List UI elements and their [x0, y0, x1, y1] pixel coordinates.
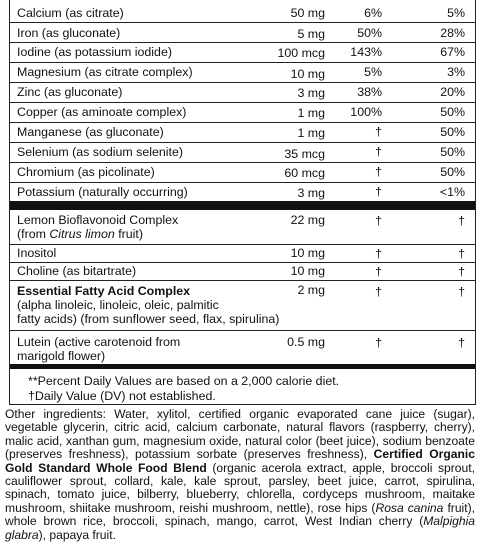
nutrient-amount: 50 mg — [290, 6, 325, 20]
nutrient-amount: 3 mg — [297, 186, 325, 200]
nutrient-amount: 2 mg — [297, 283, 325, 297]
nutrient-dv-2: 3% — [447, 65, 465, 79]
nutrient-source: (from Citrus limon fruit) — [17, 227, 144, 241]
nutrient-dv-2: 50% — [440, 145, 465, 159]
nutrient-row — [10, 143, 475, 163]
nutrient-amount: 10 mg — [290, 264, 325, 278]
nutrient-row — [10, 245, 475, 263]
nutrient-row — [10, 281, 475, 331]
nutrient-name: Zinc (as gluconate) — [17, 85, 123, 99]
nutrient-dv-2: † — [458, 247, 465, 261]
nutrient-dv-2: 50% — [440, 125, 465, 139]
whole-food-blend-heading: Certified Organic Gold Standard Whole Food Blend — [5, 447, 475, 475]
nutrient-dv-1: † — [375, 336, 382, 350]
nutrient-dv-2: 5% — [447, 6, 465, 20]
nutrient-row — [10, 210, 475, 245]
nutrient-dv-2: † — [458, 214, 465, 228]
nutrient-name: Inositol — [17, 246, 57, 260]
nutrient-row — [10, 23, 475, 43]
footnote-percent: **Percent Daily Values are based on a 2,000 calorie diet. — [28, 374, 340, 388]
nutrient-amount: 22 mg — [290, 213, 325, 227]
nutrient-dv-1: 50% — [357, 26, 382, 40]
nutrient-name: Iodine (as potassium iodide) — [17, 45, 172, 59]
nutrient-amount: 100 mcg — [277, 46, 325, 60]
nutrient-name: Essential Fatty Acid Complex — [17, 284, 191, 298]
nutrient-dv-1: † — [375, 185, 382, 199]
supplement-facts-panel — [9, 0, 476, 405]
footnote-dagger: †Daily Value (DV) not established. — [28, 389, 216, 403]
nutrient-row — [10, 331, 475, 364]
nutrient-detail: (alpha linoleic, linoleic, oleic, palmitic — [17, 298, 219, 312]
nutrient-row — [10, 183, 475, 201]
nutrient-dv-1: 6% — [364, 6, 382, 20]
thick-divider — [10, 364, 475, 369]
nutrient-amount: 35 mcg — [284, 147, 325, 161]
nutrient-dv-2: 67% — [440, 45, 465, 59]
nutrient-amount: 1 mg — [297, 106, 325, 120]
nutrient-source: marigold flower) — [17, 349, 106, 363]
nutrient-dv-2: 20% — [440, 85, 465, 99]
nutrient-amount: 3 mg — [297, 86, 325, 100]
nutrient-dv-1: † — [375, 214, 382, 228]
nutrient-row — [10, 3, 475, 23]
nutrient-detail: fatty acids) (from sunflower seed, flax, spirulina) — [17, 312, 280, 326]
nutrient-amount: 10 mg — [290, 246, 325, 260]
nutrient-name: Copper (as aminoate complex) — [17, 105, 187, 119]
nutrient-dv-1: † — [375, 265, 382, 279]
nutrient-dv-1: † — [375, 285, 382, 299]
nutrient-name: Iron (as gluconate) — [17, 26, 121, 40]
nutrient-amount: 5 mg — [297, 27, 325, 41]
nutrient-name: Potassium (naturally occurring) — [17, 185, 188, 199]
nutrient-name: Magnesium (as citrate complex) — [17, 65, 193, 79]
nutrient-row — [10, 63, 475, 83]
nutrient-dv-1: 143% — [350, 45, 382, 59]
nutrient-amount: 60 mcg — [284, 166, 325, 180]
nutrient-name: Calcium (as citrate) — [17, 6, 124, 20]
nutrient-name: Chromium (as picolinate) — [17, 165, 155, 179]
nutrient-dv-2: † — [458, 285, 465, 299]
nutrient-amount: 10 mg — [290, 67, 325, 81]
nutrient-amount: 0.5 mg — [287, 335, 325, 349]
nutrient-dv-1: 5% — [364, 65, 382, 79]
nutrient-row — [10, 163, 475, 183]
nutrient-name: Choline (as bitartrate) — [17, 264, 137, 278]
nutrient-dv-2: † — [458, 336, 465, 350]
other-ingredients: Other ingredients: Water, xylitol, certified organic evaporated cane juice (sugar), vegetable glycerin, citric acid, calcium carbonate, natural flavors (raspberry, cherry), malic acid, xanthan gum, magnesium oxide, natural color (beet juice), sodium benzoate (preserves freshness), potassium sorbate (preserves freshness), Certified Organic Gold Standard Whole Food Blend (organic acerola extract, apple, broccoli sprout, cauliflower sprout, collard, kale, kale sprout, parsley, beet juice, carrot, spirulina, spinach, tomato juice, bilberry, blueberry, chlorella, cordyceps mushroom, maitake mushroom, shiitake mushroom, reishi mushroom, nettle), rose hips (Rosa canina fruit), whole brown rice, broccoli, spinach, mango, carrot, West Indian cherry (Malpighia glabra), papaya fruit. — [5, 407, 475, 542]
nutrient-dv-2: 50% — [440, 105, 465, 119]
nutrient-amount: 1 mg — [297, 126, 325, 140]
nutrient-dv-2: † — [458, 265, 465, 279]
nutrient-dv-2: 50% — [440, 165, 465, 179]
nutrient-name: Selenium (as sodium selenite) — [17, 145, 183, 159]
nutrient-row — [10, 103, 475, 123]
nutrient-row — [10, 263, 475, 281]
nutrient-dv-1: † — [375, 125, 382, 139]
nutrient-dv-1: † — [375, 145, 382, 159]
nutrient-dv-1: 100% — [350, 105, 382, 119]
nutrient-row — [10, 83, 475, 103]
thick-divider — [10, 201, 475, 210]
nutrient-dv-2: 28% — [440, 26, 465, 40]
nutrient-row — [10, 43, 475, 63]
nutrient-name: Lutein (active carotenoid from — [17, 335, 181, 349]
nutrient-dv-2: <1% — [439, 185, 465, 199]
nutrient-dv-1: 38% — [357, 85, 382, 99]
nutrient-dv-1: † — [375, 165, 382, 179]
nutrient-name: Lemon Bioflavonoid Complex — [17, 213, 179, 227]
nutrient-row — [10, 123, 475, 143]
nutrient-dv-1: † — [375, 247, 382, 261]
nutrient-name: Manganese (as gluconate) — [17, 125, 164, 139]
